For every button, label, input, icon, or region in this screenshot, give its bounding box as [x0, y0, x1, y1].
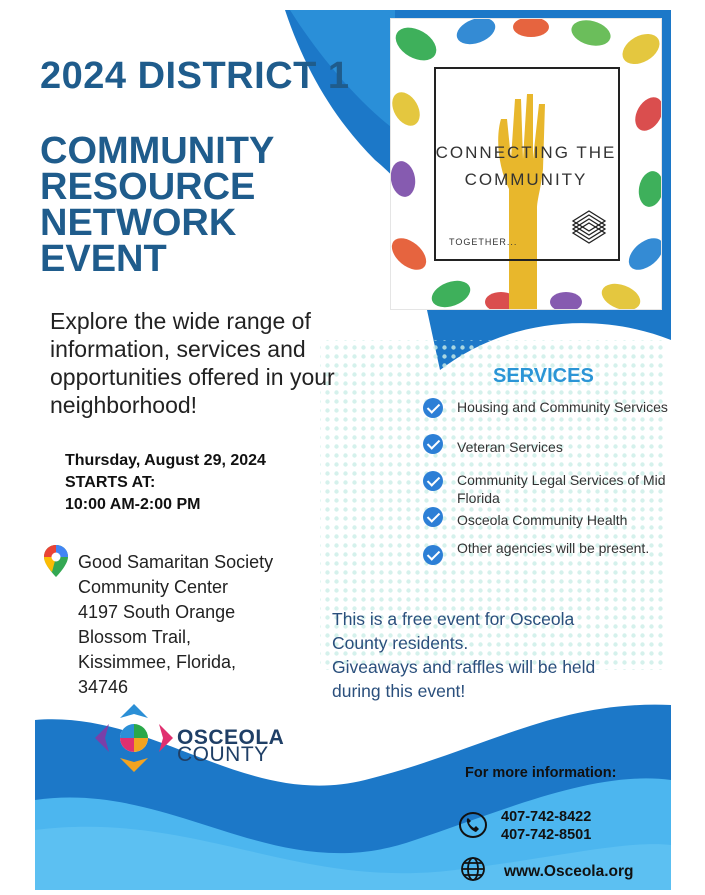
connecting-community-image — [390, 18, 662, 310]
service-label: Community Legal Services of Mid Florida — [457, 472, 666, 506]
phone-numbers — [501, 808, 591, 844]
venue-name-2: Community Center — [78, 577, 229, 597]
event-details — [65, 450, 266, 516]
flyer — [35, 10, 671, 890]
event-year-district: 2024 DISTRICT 1 — [40, 55, 350, 97]
logo-text-county: COUNTY — [177, 743, 269, 766]
layered-diamond-icon — [571, 209, 607, 245]
event-note-line1: This is a free event for Osceola — [332, 609, 575, 629]
services-heading: SERVICES — [493, 365, 594, 387]
globe-icon — [460, 856, 486, 882]
check-icon — [423, 507, 443, 527]
event-address — [78, 550, 318, 700]
more-info-label: For more information: — [465, 765, 617, 781]
together-caption: TOGETHER... — [449, 237, 518, 247]
osceola-county-logo-icon — [93, 702, 175, 774]
zip-code: 34746 — [78, 677, 129, 697]
check-icon — [423, 434, 443, 454]
image-caption-line2: COMMUNITY — [464, 170, 588, 189]
event-note-line3: Giveaways and raffles will be held — [332, 657, 596, 677]
venue-name: Good Samaritan Society — [78, 552, 274, 572]
city-state: Kissimmee, Florida, — [78, 652, 237, 672]
phone-number-1[interactable]: 407-742-8422 — [501, 809, 592, 825]
service-label: Osceola Community Health — [457, 512, 628, 528]
logo-text-osceola: OSCEOLA — [177, 726, 285, 749]
service-label: Housing and Community Services — [457, 399, 668, 415]
event-note — [332, 607, 642, 703]
check-icon — [423, 545, 443, 565]
street-address-2: Blossom Trail, — [78, 627, 192, 647]
phone-number-2[interactable]: 407-742-8501 — [501, 827, 592, 843]
event-note-line4: during this event! — [332, 681, 466, 701]
event-note-line2: County residents. — [332, 633, 469, 653]
website-link[interactable]: www.Osceola.org — [504, 863, 634, 880]
service-label: Other agencies will be present. — [457, 540, 650, 556]
intro-text: Explore the wide range of information, services and opportunities offered in your neighborhood! — [50, 308, 335, 418]
event-title: COMMUNITY RESOURCE NETWORK EVENT — [40, 130, 274, 280]
starts-label: STARTS AT: — [65, 474, 156, 491]
map-pin-icon — [43, 544, 69, 583]
check-icon — [423, 471, 443, 491]
street-address: 4197 South Orange — [78, 602, 236, 622]
event-time: 10:00 AM-2:00 PM — [65, 496, 201, 513]
phone-icon — [458, 811, 488, 839]
image-caption-line1: CONNECTING THE — [435, 143, 617, 162]
service-label: Veteran Services — [457, 439, 563, 455]
check-icon — [423, 398, 443, 418]
event-date: Thursday, August 29, 2024 — [65, 452, 266, 469]
image-caption — [411, 139, 641, 193]
